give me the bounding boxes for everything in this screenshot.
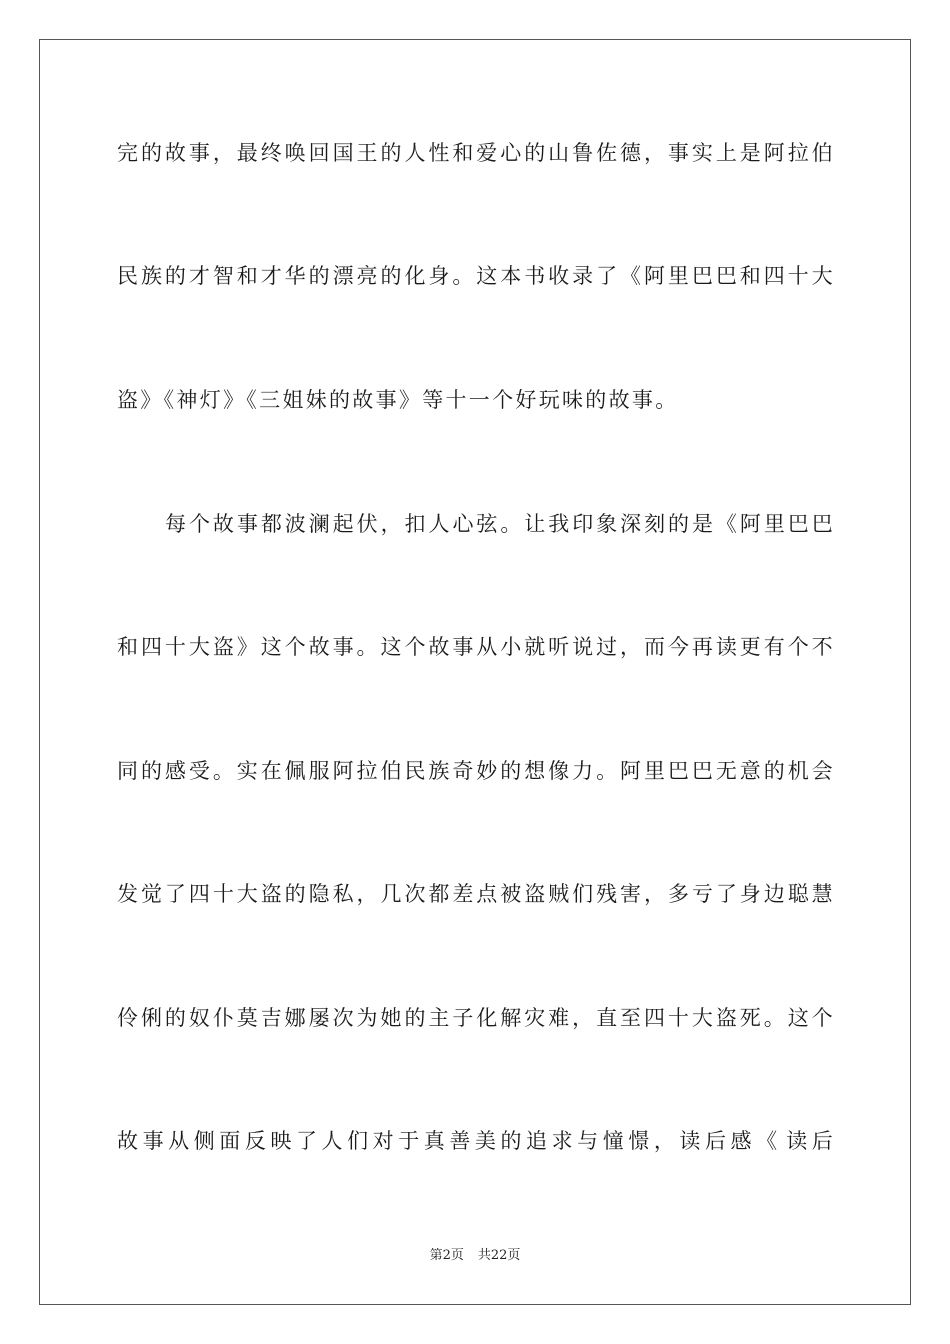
- text-char: 每: [165, 512, 186, 536]
- text-char: 本: [500, 264, 522, 288]
- text-char: 盗: [260, 882, 282, 906]
- text-char: 弦: [476, 512, 498, 536]
- text-char: 亮: [356, 264, 378, 288]
- page-footer: [0, 1247, 950, 1265]
- text-char: 在: [260, 759, 282, 783]
- text-char: 与: [577, 1129, 599, 1153]
- text-char: 故: [212, 512, 234, 536]
- text-line-3: 盗》《神灯》《三姐妹的故事》等十一个好玩味的故事。: [117, 388, 679, 412]
- text-char: 人: [321, 1129, 343, 1153]
- text-char: 国: [332, 141, 354, 165]
- text-char: 实: [691, 141, 713, 165]
- text-line-2: [117, 262, 833, 290]
- text-char: 小: [500, 635, 522, 659]
- text-char: 波: [284, 512, 306, 536]
- text-char: 至: [620, 1006, 642, 1030]
- text-char: 我: [548, 512, 570, 536]
- text-char: 化: [404, 264, 426, 288]
- text-char: 扣: [404, 512, 426, 536]
- text-char: 事: [452, 635, 474, 659]
- text-char: 的: [380, 141, 402, 165]
- text-char: 次: [404, 882, 426, 906]
- text-char: 巴: [811, 512, 833, 536]
- text-char: 伯: [811, 141, 833, 165]
- text-char: 于: [398, 1129, 420, 1153]
- text-char: 害: [620, 882, 642, 906]
- text-line-6: [117, 757, 833, 785]
- text-char: 的: [524, 141, 546, 165]
- text-char: 映: [270, 1129, 292, 1153]
- text-char: 子: [452, 1006, 474, 1030]
- text-char: 巴: [691, 759, 713, 783]
- page-number: 第2页: [429, 1248, 464, 1263]
- text-char: 善: [449, 1129, 471, 1153]
- text-char: 里: [763, 512, 785, 536]
- text-char: 鲁: [572, 141, 594, 165]
- text-char: 有: [763, 635, 785, 659]
- text-char: 灾: [524, 1006, 546, 1030]
- text-char: 拉: [787, 141, 809, 165]
- text-char: 盗: [212, 635, 234, 659]
- text-char: 求: [551, 1129, 573, 1153]
- text-char: 后: [811, 1129, 833, 1153]
- text-char: 莫: [236, 1006, 258, 1030]
- text-char: 故: [428, 635, 450, 659]
- text-char: 身: [428, 264, 450, 288]
- text-char: 。: [500, 512, 522, 536]
- text-char: 《: [756, 1129, 778, 1153]
- text-char: 的: [380, 264, 402, 288]
- text-char: 山: [548, 141, 570, 165]
- text-char: 四: [140, 635, 162, 659]
- text-char: 仆: [212, 1006, 234, 1030]
- text-char: 机: [787, 759, 809, 783]
- text-char: 她: [380, 1006, 402, 1030]
- text-char: 反: [244, 1129, 266, 1153]
- text-char: 事: [667, 141, 689, 165]
- text-char: 私: [332, 882, 354, 906]
- text-char: 了: [596, 264, 618, 288]
- text-char: 起: [332, 512, 354, 536]
- text-char: 化: [476, 1006, 498, 1030]
- text-char: 奇: [452, 759, 474, 783]
- text-char: 都: [260, 512, 282, 536]
- text-char: 伶: [117, 1006, 138, 1030]
- text-line-1: [117, 139, 833, 167]
- text-line-8: [117, 1004, 833, 1032]
- text-char: ，: [380, 512, 402, 536]
- text-char: 盗: [524, 882, 546, 906]
- text-char: 族: [140, 264, 162, 288]
- text-char: 身: [739, 882, 761, 906]
- text-char: 难: [548, 1006, 570, 1030]
- text-char: 事: [332, 635, 354, 659]
- text-char: 真: [423, 1129, 445, 1153]
- page-total: 共22页: [477, 1248, 521, 1263]
- text-char: 这: [476, 264, 498, 288]
- text-char: 多: [667, 882, 689, 906]
- text-char: 盗: [715, 1006, 737, 1030]
- text-char: 亏: [691, 882, 713, 906]
- text-char: 的: [308, 264, 330, 288]
- text-char: 追: [526, 1129, 547, 1153]
- text-char: 漂: [332, 264, 354, 288]
- text-char: 十: [164, 635, 186, 659]
- text-char: 。: [356, 635, 378, 659]
- text-char: 这: [260, 635, 282, 659]
- text-char: 大: [811, 264, 833, 288]
- text-line-5: [117, 633, 833, 661]
- text-char: 四: [188, 882, 210, 906]
- text-char: 《: [715, 512, 737, 536]
- text-char: 读: [786, 1129, 808, 1153]
- text-char: ，: [620, 635, 642, 659]
- text-char: 主: [428, 1006, 450, 1030]
- text-char: 澜: [308, 512, 330, 536]
- text-char: 娜: [284, 1006, 306, 1030]
- text-char: 力: [572, 759, 594, 783]
- text-char: 而: [643, 635, 665, 659]
- text-char: 的: [140, 759, 162, 783]
- text-char: 受: [188, 759, 210, 783]
- text-char: 贼: [548, 882, 570, 906]
- text-char: ，: [643, 141, 665, 165]
- text-char: 感: [730, 1129, 752, 1153]
- text-char: 民: [117, 264, 138, 288]
- text-char: 吉: [260, 1006, 282, 1030]
- text-char: 佩: [284, 759, 306, 783]
- text-char: 的: [668, 512, 690, 536]
- page-border: [39, 39, 911, 1305]
- text-char: 说: [572, 635, 594, 659]
- text-char: 故: [164, 141, 186, 165]
- text-char: 心: [452, 512, 474, 536]
- text-char: 印: [572, 512, 594, 536]
- text-char: 刻: [644, 512, 666, 536]
- text-char: 回: [308, 141, 330, 165]
- text-char: 是: [691, 512, 713, 536]
- text-line-4: [165, 510, 833, 538]
- text-char: 四: [643, 1006, 665, 1030]
- text-char: 华: [284, 264, 306, 288]
- text-char: 这: [380, 635, 402, 659]
- text-char: 不: [811, 635, 833, 659]
- text-char: 意: [739, 759, 761, 783]
- text-char: 们: [572, 882, 594, 906]
- text-char: 收: [548, 264, 570, 288]
- text-char: 拉: [356, 759, 378, 783]
- text-char: 才: [260, 264, 282, 288]
- text-char: 巴: [667, 759, 689, 783]
- text-char: 王: [356, 141, 378, 165]
- text-char: 感: [164, 759, 186, 783]
- text-char: 憬: [628, 1129, 650, 1153]
- text-char: 里: [643, 759, 665, 783]
- text-char: 再: [691, 635, 713, 659]
- text-char: 同: [117, 759, 138, 783]
- text-char: 事: [142, 1129, 164, 1153]
- text-char: 几: [380, 882, 402, 906]
- text-char: 巴: [787, 512, 809, 536]
- text-char: ，: [653, 1129, 675, 1153]
- text-char: 伏: [356, 512, 378, 536]
- text-char: 阿: [620, 759, 642, 783]
- text-char: 残: [596, 882, 618, 906]
- text-char: 性: [428, 141, 450, 165]
- text-char: 十: [212, 882, 234, 906]
- text-char: 今: [667, 635, 689, 659]
- text-char: 大: [691, 1006, 713, 1030]
- text-char: 完: [117, 141, 138, 165]
- text-char: 和: [117, 635, 138, 659]
- text-char: 解: [500, 1006, 522, 1030]
- text-char: 过: [596, 635, 618, 659]
- text-char: 了: [295, 1129, 317, 1153]
- text-char: 就: [524, 635, 546, 659]
- text-char: 智: [212, 264, 234, 288]
- text-char: 直: [596, 1006, 618, 1030]
- text-char: 隐: [308, 882, 330, 906]
- text-char: 次: [332, 1006, 354, 1030]
- text-char: 的: [763, 759, 785, 783]
- text-char: 无: [715, 759, 737, 783]
- text-char: 终: [260, 141, 282, 165]
- text-char: 死: [739, 1006, 761, 1030]
- text-char: 巴: [715, 264, 737, 288]
- text-char: 这: [787, 1006, 809, 1030]
- text-char: 和: [452, 141, 474, 165]
- text-line-7: [117, 880, 833, 908]
- text-char: 屡: [308, 1006, 330, 1030]
- text-char: 的: [164, 264, 186, 288]
- text-char: 爱: [476, 141, 498, 165]
- text-char: 面: [219, 1129, 241, 1153]
- text-char: 的: [500, 1129, 522, 1153]
- text-char: 是: [739, 141, 761, 165]
- text-char: 唤: [284, 141, 306, 165]
- text-char: 故: [308, 635, 330, 659]
- text-char: 们: [347, 1129, 369, 1153]
- text-char: 书: [524, 264, 546, 288]
- text-char: 深: [620, 512, 642, 536]
- text-char: 十: [787, 264, 809, 288]
- text-char: 象: [596, 512, 618, 536]
- text-char: 为: [356, 1006, 378, 1030]
- text-char: 事: [236, 512, 258, 536]
- text-char: 读: [679, 1129, 701, 1153]
- text-char: 里: [667, 264, 689, 288]
- text-char: 服: [308, 759, 330, 783]
- text-char: 最: [236, 141, 258, 165]
- text-char: 会: [811, 759, 833, 783]
- text-char: 》: [236, 635, 258, 659]
- text-char: 俐: [140, 1006, 162, 1030]
- text-char: 差: [452, 882, 474, 906]
- text-char: 大: [236, 882, 258, 906]
- text-char: 从: [476, 635, 498, 659]
- text-char: 了: [164, 882, 186, 906]
- text-char: 点: [476, 882, 498, 906]
- text-char: 侧: [193, 1129, 215, 1153]
- text-char: 对: [372, 1129, 394, 1153]
- text-char: 。: [452, 264, 474, 288]
- text-char: ，: [356, 882, 378, 906]
- text-char: 录: [572, 264, 594, 288]
- text-char: 憧: [602, 1129, 624, 1153]
- text-char: ，: [572, 1006, 594, 1030]
- text-char: 事: [188, 141, 210, 165]
- text-char: 。: [212, 759, 234, 783]
- text-char: 实: [236, 759, 258, 783]
- text-char: 阿: [643, 264, 665, 288]
- text-char: 都: [428, 882, 450, 906]
- text-char: 个: [188, 512, 210, 536]
- text-char: 大: [188, 635, 210, 659]
- text-char: 才: [188, 264, 210, 288]
- text-char: 妙: [476, 759, 498, 783]
- text-char: 伯: [380, 759, 402, 783]
- text-char: 美: [474, 1129, 496, 1153]
- text-char: 故: [117, 1129, 138, 1153]
- text-char: 被: [500, 882, 522, 906]
- text-char: 《: [620, 264, 642, 288]
- text-char: 。: [763, 1006, 785, 1030]
- text-char: 阿: [739, 512, 761, 536]
- text-char: 觉: [140, 882, 162, 906]
- text-char: 后: [704, 1129, 726, 1153]
- text-char: 像: [548, 759, 570, 783]
- text-char: 了: [715, 882, 737, 906]
- text-char: 边: [763, 882, 785, 906]
- text-char: 听: [548, 635, 570, 659]
- text-char: 佐: [596, 141, 618, 165]
- text-char: 的: [404, 1006, 426, 1030]
- text-char: 人: [428, 512, 450, 536]
- text-char: 想: [524, 759, 546, 783]
- text-char: 十: [667, 1006, 689, 1030]
- text-char: 更: [739, 635, 761, 659]
- text-char: 德: [620, 141, 642, 165]
- text-line-9: [117, 1127, 833, 1155]
- text-char: 聪: [787, 882, 809, 906]
- text-char: 阿: [332, 759, 354, 783]
- text-char: 巴: [691, 264, 713, 288]
- text-char: 奴: [188, 1006, 210, 1030]
- text-char: 个: [811, 1006, 833, 1030]
- text-char: 从: [168, 1129, 190, 1153]
- text-char: 慧: [811, 882, 833, 906]
- text-char: 读: [715, 635, 737, 659]
- text-char: 个: [787, 635, 809, 659]
- text-char: 四: [763, 264, 785, 288]
- text-char: 的: [500, 759, 522, 783]
- text-char: 让: [524, 512, 546, 536]
- text-char: 族: [428, 759, 450, 783]
- text-char: 心: [500, 141, 522, 165]
- text-char: 个: [404, 635, 426, 659]
- text-char: 个: [284, 635, 306, 659]
- text-char: 发: [117, 882, 138, 906]
- text-char: 民: [404, 759, 426, 783]
- text-char: 阿: [763, 141, 785, 165]
- text-char: 人: [404, 141, 426, 165]
- text-char: ，: [212, 141, 234, 165]
- text-char: 的: [140, 141, 162, 165]
- text-char: 上: [715, 141, 737, 165]
- text-char: 的: [284, 882, 306, 906]
- text-char: 。: [596, 759, 618, 783]
- text-char: ，: [643, 882, 665, 906]
- text-char: 和: [236, 264, 258, 288]
- text-char: 和: [739, 264, 761, 288]
- text-char: 的: [164, 1006, 186, 1030]
